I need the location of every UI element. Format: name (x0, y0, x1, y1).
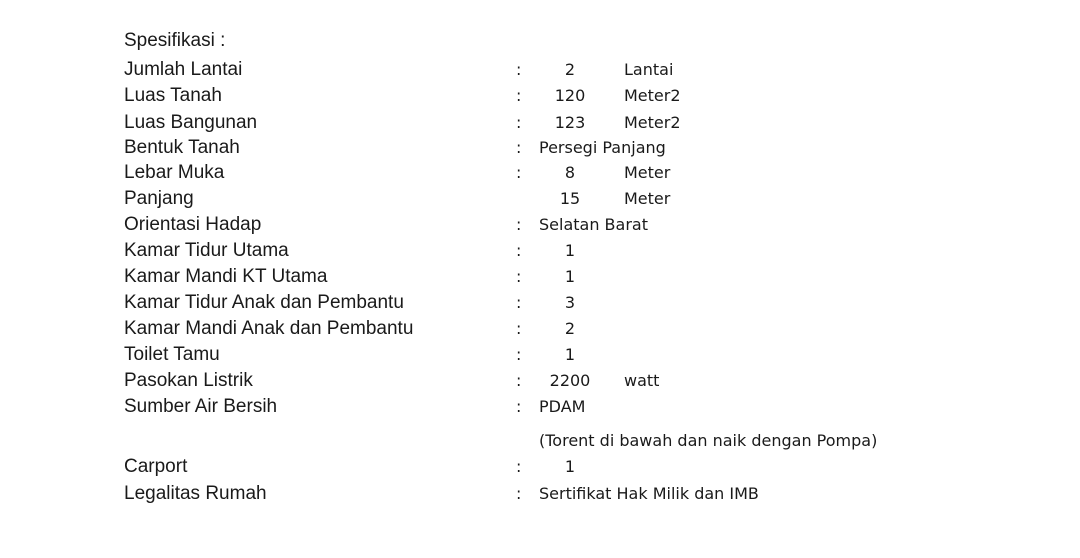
spec-heading: Spesifikasi : (124, 30, 226, 51)
spec-label: Kamar Tidur Utama (124, 240, 289, 261)
spec-label: Sumber Air Bersih (124, 396, 278, 417)
spec-value: 1 (564, 457, 576, 476)
spec-label: Kamar Tidur Anak dan Pembantu (124, 292, 404, 313)
spec-value: 120 (554, 86, 586, 105)
spec-label: Pasokan Listrik (124, 370, 253, 391)
spec-row-jumlah-lantai (0, 58, 1080, 82)
spec-colon: : (516, 371, 522, 390)
spec-label: Jumlah Lantai (124, 59, 243, 80)
spec-value: Persegi Panjang (539, 138, 666, 157)
spec-value: 3 (564, 293, 576, 312)
spec-label: Panjang (124, 188, 194, 209)
spec-label: Kamar Mandi KT Utama (124, 266, 328, 287)
spec-value: Selatan Barat (539, 215, 648, 234)
spec-unit: Meter (624, 189, 671, 208)
spec-value: 1 (564, 241, 576, 260)
spec-row-toilet-tamu (0, 343, 1080, 367)
spec-row-luas-tanah (0, 84, 1080, 108)
spec-value: Sertifikat Hak Milik dan IMB (539, 484, 759, 503)
spec-row-sumber-air (0, 395, 1080, 419)
spec-value: 15 (559, 189, 581, 208)
spec-value: 2 (564, 60, 576, 79)
spec-row-kamar-mandi-kt-utama (0, 265, 1080, 289)
spec-unit: Lantai (624, 60, 674, 79)
spec-unit: watt (624, 371, 660, 390)
spec-note-sumber-air (0, 429, 1080, 453)
spec-note: (Torent di bawah dan naik dengan Pompa) (539, 431, 878, 450)
spec-row-panjang (0, 187, 1080, 211)
spec-colon: : (516, 319, 522, 338)
spec-unit: Meter2 (624, 86, 681, 105)
spec-colon: : (516, 113, 522, 132)
spec-colon: : (516, 138, 522, 157)
spec-colon: : (516, 345, 522, 364)
spec-label: Carport (124, 456, 188, 477)
spec-row-pasokan-listrik (0, 369, 1080, 393)
spec-row-kamar-tidur-utama (0, 239, 1080, 263)
spec-colon: : (516, 267, 522, 286)
spec-row-kamar-tidur-anak (0, 291, 1080, 315)
spec-label: Luas Tanah (124, 85, 222, 106)
spec-row-luas-bangunan (0, 111, 1080, 135)
spec-colon: : (516, 86, 522, 105)
spec-label: Bentuk Tanah (124, 137, 240, 158)
spec-value: 1 (564, 345, 576, 364)
spec-row-lebar-muka (0, 161, 1080, 185)
spec-colon: : (516, 60, 522, 79)
spec-colon: : (516, 163, 522, 182)
spec-value: 123 (554, 113, 586, 132)
spec-value: 2 (564, 319, 576, 338)
spec-value: 8 (564, 163, 576, 182)
spec-colon: : (516, 293, 522, 312)
spec-label: Legalitas Rumah (124, 483, 267, 504)
spec-colon: : (516, 241, 522, 260)
spec-value: 2200 (549, 371, 591, 390)
spec-colon: : (516, 484, 522, 503)
spec-label: Orientasi Hadap (124, 214, 262, 235)
spec-colon: : (516, 397, 522, 416)
spec-unit: Meter2 (624, 113, 681, 132)
spec-unit: Meter (624, 163, 671, 182)
spec-row-orientasi-hadap (0, 213, 1080, 237)
spec-row-carport (0, 455, 1080, 479)
spec-value: PDAM (539, 397, 586, 416)
spec-label: Luas Bangunan (124, 112, 258, 133)
spec-value: 1 (564, 267, 576, 286)
spec-row-bentuk-tanah (0, 136, 1080, 160)
spec-label: Toilet Tamu (124, 344, 220, 365)
spec-label: Kamar Mandi Anak dan Pembantu (124, 318, 414, 339)
spec-colon: : (516, 457, 522, 476)
spec-colon: : (516, 215, 522, 234)
spec-label: Lebar Muka (124, 162, 225, 183)
spec-row-legalitas (0, 482, 1080, 506)
spec-row-kamar-mandi-anak (0, 317, 1080, 341)
